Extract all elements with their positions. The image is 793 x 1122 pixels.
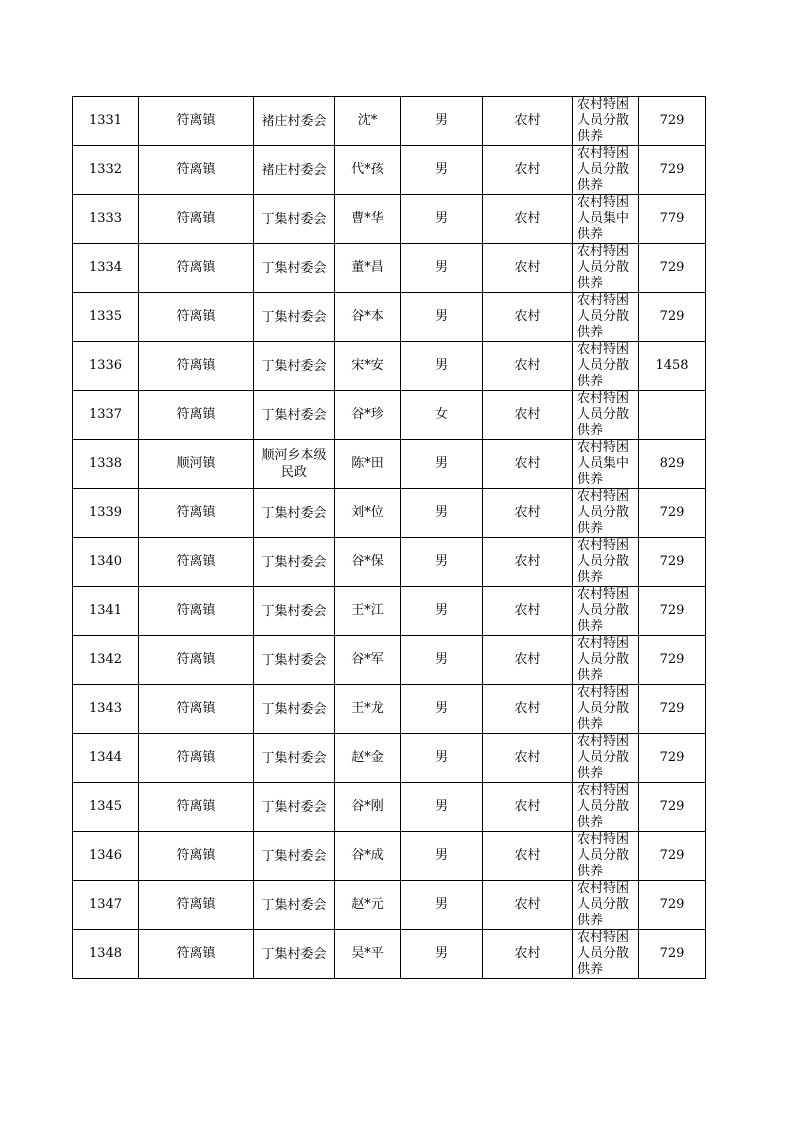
town-cell: 符离镇	[139, 293, 254, 342]
support-category-text: 农村特困人员集中供养	[577, 440, 630, 487]
table-row	[73, 783, 706, 832]
village-text: 丁集村委会	[261, 358, 327, 374]
village-cell	[254, 440, 335, 489]
person-name-cell: 谷*保	[335, 538, 401, 587]
support-category-cell	[573, 832, 639, 881]
amount-cell: 729	[639, 930, 706, 979]
person-name-cell: 谷*刚	[335, 783, 401, 832]
village-cell	[254, 97, 335, 146]
village-cell	[254, 293, 335, 342]
record-number-cell: 1348	[73, 930, 139, 979]
amount-cell: 729	[639, 636, 706, 685]
record-number-cell: 1341	[73, 587, 139, 636]
village-cell	[254, 881, 335, 930]
town-cell: 符离镇	[139, 538, 254, 587]
amount-cell: 729	[639, 587, 706, 636]
record-number-cell: 1337	[73, 391, 139, 440]
person-name-cell: 刘*位	[335, 489, 401, 538]
town-cell: 符离镇	[139, 97, 254, 146]
village-cell	[254, 146, 335, 195]
record-number-cell: 1332	[73, 146, 139, 195]
village-text: 丁集村委会	[261, 309, 327, 325]
village-cell	[254, 195, 335, 244]
record-number-cell: 1338	[73, 440, 139, 489]
village-text: 顺河乡本级民政	[261, 448, 327, 480]
gender-cell: 男	[401, 293, 483, 342]
table-row	[73, 391, 706, 440]
amount-cell: 729	[639, 293, 706, 342]
gender-cell: 男	[401, 734, 483, 783]
support-category-text: 农村特困人员分散供养	[577, 97, 630, 144]
support-category-cell	[573, 244, 639, 293]
table-row	[73, 734, 706, 783]
support-category-text: 农村特困人员分散供养	[577, 832, 630, 879]
table-row	[73, 293, 706, 342]
town-cell: 符离镇	[139, 832, 254, 881]
support-category-cell	[573, 930, 639, 979]
support-category-cell	[573, 538, 639, 587]
gender-cell: 男	[401, 636, 483, 685]
person-name-cell: 谷*本	[335, 293, 401, 342]
village-cell	[254, 391, 335, 440]
gender-cell: 男	[401, 195, 483, 244]
gender-cell: 男	[401, 146, 483, 195]
person-name-cell: 王*龙	[335, 685, 401, 734]
support-category-cell	[573, 489, 639, 538]
town-cell: 符离镇	[139, 881, 254, 930]
table-row	[73, 930, 706, 979]
amount-cell: 729	[639, 881, 706, 930]
amount-cell: 779	[639, 195, 706, 244]
village-text: 丁集村委会	[261, 799, 327, 815]
town-cell: 符离镇	[139, 636, 254, 685]
town-cell: 符离镇	[139, 489, 254, 538]
area-type-cell: 农村	[483, 244, 573, 293]
village-cell	[254, 538, 335, 587]
area-type-cell: 农村	[483, 489, 573, 538]
gender-cell: 男	[401, 244, 483, 293]
support-category-cell	[573, 293, 639, 342]
support-category-text: 农村特困人员分散供养	[577, 538, 630, 585]
town-cell: 符离镇	[139, 783, 254, 832]
record-number-cell: 1346	[73, 832, 139, 881]
area-type-cell: 农村	[483, 881, 573, 930]
record-number-cell: 1335	[73, 293, 139, 342]
amount-cell: 729	[639, 97, 706, 146]
area-type-cell: 农村	[483, 391, 573, 440]
amount-cell: 729	[639, 244, 706, 293]
support-category-cell	[573, 146, 639, 195]
village-text: 丁集村委会	[261, 211, 327, 227]
gender-cell: 男	[401, 685, 483, 734]
support-category-text: 农村特困人员集中供养	[577, 195, 630, 242]
village-text: 丁集村委会	[261, 750, 327, 766]
town-cell: 符离镇	[139, 734, 254, 783]
amount-cell: 729	[639, 783, 706, 832]
record-number-cell: 1340	[73, 538, 139, 587]
records-table-body	[73, 97, 706, 979]
record-number-cell: 1336	[73, 342, 139, 391]
village-text: 丁集村委会	[261, 946, 327, 962]
person-name-cell: 谷*成	[335, 832, 401, 881]
town-cell: 符离镇	[139, 244, 254, 293]
record-number-cell: 1331	[73, 97, 139, 146]
support-category-cell	[573, 734, 639, 783]
support-category-cell	[573, 391, 639, 440]
gender-cell: 男	[401, 832, 483, 881]
support-category-cell	[573, 685, 639, 734]
village-text: 丁集村委会	[261, 407, 327, 423]
town-cell: 符离镇	[139, 587, 254, 636]
amount-cell: 729	[639, 832, 706, 881]
area-type-cell: 农村	[483, 293, 573, 342]
record-number-cell: 1333	[73, 195, 139, 244]
amount-cell: 829	[639, 440, 706, 489]
area-type-cell: 农村	[483, 734, 573, 783]
record-number-cell: 1345	[73, 783, 139, 832]
area-type-cell: 农村	[483, 783, 573, 832]
person-name-cell: 陈*田	[335, 440, 401, 489]
town-cell: 符离镇	[139, 195, 254, 244]
village-text: 丁集村委会	[261, 848, 327, 864]
town-cell: 顺河镇	[139, 440, 254, 489]
village-text: 丁集村委会	[261, 554, 327, 570]
village-text: 褚庄村委会	[261, 162, 327, 178]
area-type-cell: 农村	[483, 195, 573, 244]
support-category-text: 农村特困人员分散供养	[577, 391, 630, 438]
amount-cell: 1458	[639, 342, 706, 391]
area-type-cell: 农村	[483, 342, 573, 391]
gender-cell: 男	[401, 587, 483, 636]
person-name-cell: 吴*平	[335, 930, 401, 979]
support-category-text: 农村特困人员分散供养	[577, 293, 630, 340]
person-name-cell: 沈*	[335, 97, 401, 146]
person-name-cell: 谷*珍	[335, 391, 401, 440]
support-category-text: 农村特困人员分散供养	[577, 734, 630, 781]
area-type-cell: 农村	[483, 930, 573, 979]
table-row	[73, 440, 706, 489]
support-category-cell	[573, 440, 639, 489]
village-text: 丁集村委会	[261, 897, 327, 913]
table-row	[73, 244, 706, 293]
person-name-cell: 赵*金	[335, 734, 401, 783]
area-type-cell: 农村	[483, 97, 573, 146]
table-row	[73, 685, 706, 734]
town-cell: 符离镇	[139, 391, 254, 440]
town-cell: 符离镇	[139, 930, 254, 979]
record-number-cell: 1344	[73, 734, 139, 783]
support-category-text: 农村特困人员分散供养	[577, 342, 630, 389]
record-number-cell: 1334	[73, 244, 139, 293]
support-category-text: 农村特困人员分散供养	[577, 489, 630, 536]
table-row	[73, 489, 706, 538]
support-category-cell	[573, 195, 639, 244]
village-cell	[254, 832, 335, 881]
gender-cell: 男	[401, 930, 483, 979]
table-row	[73, 146, 706, 195]
area-type-cell: 农村	[483, 146, 573, 195]
amount-cell: 729	[639, 538, 706, 587]
village-text: 丁集村委会	[261, 652, 327, 668]
village-cell	[254, 685, 335, 734]
village-cell	[254, 734, 335, 783]
amount-cell	[639, 391, 706, 440]
support-category-text: 农村特困人员分散供养	[577, 930, 630, 977]
gender-cell: 女	[401, 391, 483, 440]
area-type-cell: 农村	[483, 832, 573, 881]
village-cell	[254, 930, 335, 979]
area-type-cell: 农村	[483, 440, 573, 489]
record-number-cell: 1347	[73, 881, 139, 930]
village-cell	[254, 783, 335, 832]
table-row	[73, 881, 706, 930]
gender-cell: 男	[401, 881, 483, 930]
amount-cell: 729	[639, 146, 706, 195]
support-category-cell	[573, 783, 639, 832]
area-type-cell: 农村	[483, 636, 573, 685]
support-category-text: 农村特困人员分散供养	[577, 783, 630, 830]
person-name-cell: 宋*安	[335, 342, 401, 391]
person-name-cell: 王*江	[335, 587, 401, 636]
area-type-cell: 农村	[483, 685, 573, 734]
table-row	[73, 832, 706, 881]
records-table	[72, 96, 706, 979]
amount-cell: 729	[639, 685, 706, 734]
gender-cell: 男	[401, 97, 483, 146]
village-text: 丁集村委会	[261, 701, 327, 717]
amount-cell: 729	[639, 734, 706, 783]
amount-cell: 729	[639, 489, 706, 538]
person-name-cell: 曹*华	[335, 195, 401, 244]
village-text: 丁集村委会	[261, 603, 327, 619]
person-name-cell: 谷*军	[335, 636, 401, 685]
support-category-cell	[573, 587, 639, 636]
support-category-text: 农村特困人员分散供养	[577, 146, 630, 193]
table-row	[73, 636, 706, 685]
village-cell	[254, 636, 335, 685]
table-row	[73, 538, 706, 587]
support-category-cell	[573, 97, 639, 146]
support-category-text: 农村特困人员分散供养	[577, 881, 630, 928]
area-type-cell: 农村	[483, 587, 573, 636]
town-cell: 符离镇	[139, 685, 254, 734]
gender-cell: 男	[401, 342, 483, 391]
table-row	[73, 587, 706, 636]
village-text: 丁集村委会	[261, 505, 327, 521]
record-number-cell: 1343	[73, 685, 139, 734]
support-category-cell	[573, 636, 639, 685]
village-text: 褚庄村委会	[261, 113, 327, 129]
person-name-cell: 赵*元	[335, 881, 401, 930]
record-number-cell: 1339	[73, 489, 139, 538]
table-row	[73, 97, 706, 146]
gender-cell: 男	[401, 783, 483, 832]
person-name-cell: 董*昌	[335, 244, 401, 293]
support-category-text: 农村特困人员分散供养	[577, 685, 630, 732]
village-cell	[254, 489, 335, 538]
gender-cell: 男	[401, 489, 483, 538]
support-category-cell	[573, 881, 639, 930]
support-category-text: 农村特困人员分散供养	[577, 636, 630, 683]
record-number-cell: 1342	[73, 636, 139, 685]
support-category-cell	[573, 342, 639, 391]
support-category-text: 农村特困人员分散供养	[577, 587, 630, 634]
village-cell	[254, 244, 335, 293]
person-name-cell: 代*孩	[335, 146, 401, 195]
town-cell: 符离镇	[139, 342, 254, 391]
area-type-cell: 农村	[483, 538, 573, 587]
table-row	[73, 342, 706, 391]
village-cell	[254, 342, 335, 391]
table-row	[73, 195, 706, 244]
village-cell	[254, 587, 335, 636]
gender-cell: 男	[401, 538, 483, 587]
village-text: 丁集村委会	[261, 260, 327, 276]
support-category-text: 农村特困人员分散供养	[577, 244, 630, 291]
town-cell: 符离镇	[139, 146, 254, 195]
gender-cell: 男	[401, 440, 483, 489]
